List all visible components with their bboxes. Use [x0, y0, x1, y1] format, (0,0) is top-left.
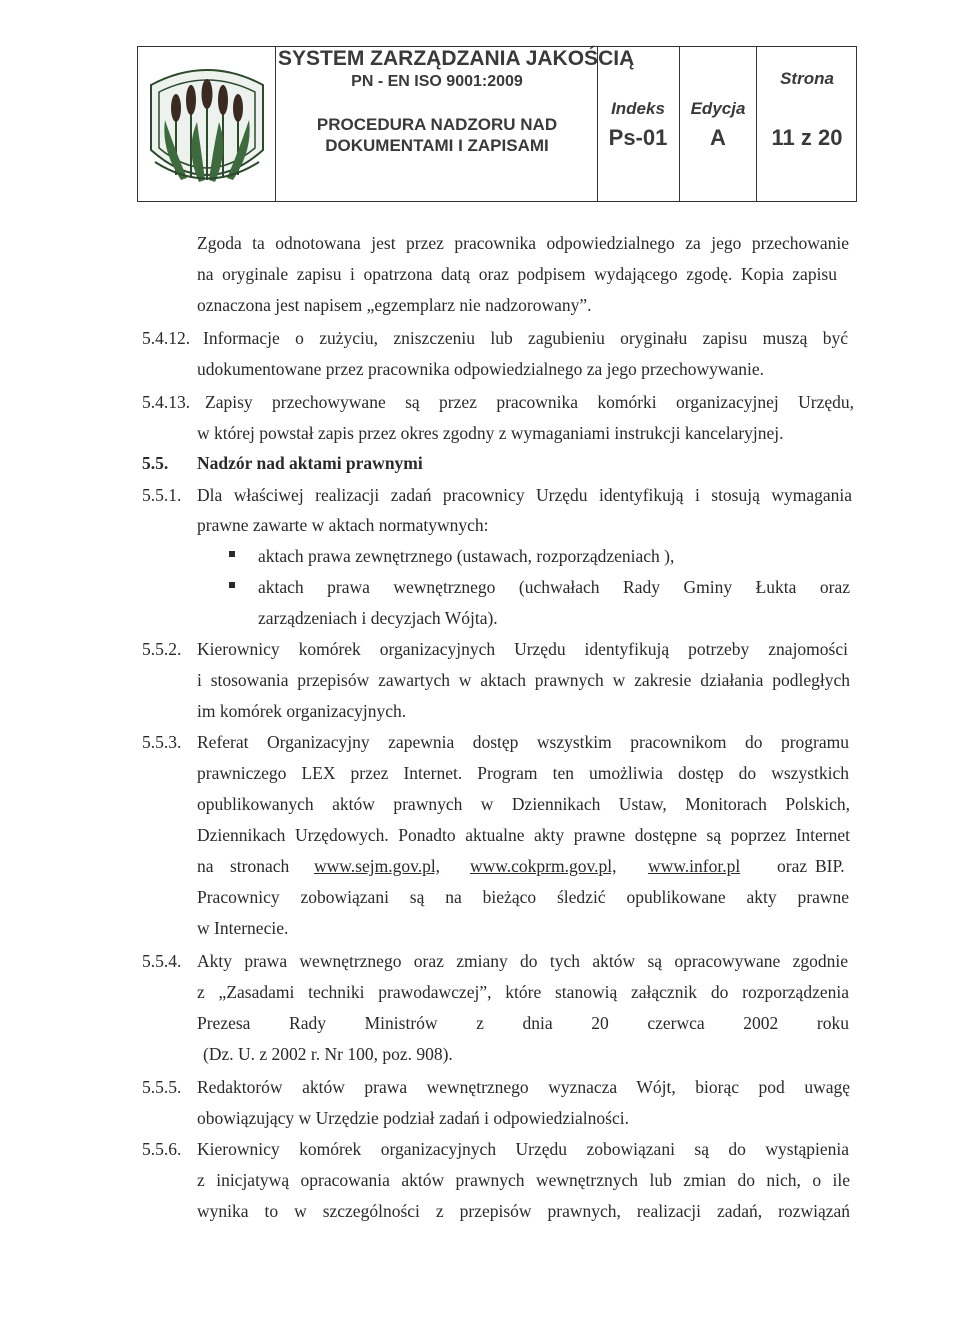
paragraph-word: oraz — [777, 856, 808, 876]
paragraph-line: Dziennikach Urzędowych. Ponadto aktualne akty prawne dostępne są poprzez Internet — [197, 825, 850, 845]
paragraph-line: Kierownicy komórek organizacyjnych Urzędu zobowiązani są do wystąpienia — [197, 1139, 849, 1159]
link-sejm[interactable]: www.sejm.gov.pl, — [314, 856, 441, 876]
section-number: 5.5.1. — [142, 485, 182, 505]
paragraph-line: opublikowanych aktów prawnych w Dziennikach Ustaw, Monitorach Polskich, — [197, 794, 850, 814]
paragraph-line: wynika to w szczególności z przepisów prawnych, realizacji zadań, rozwiązań — [197, 1201, 850, 1221]
paragraph-line: obowiązujący w Urzędzie podział zadań i odpowiedzialności. — [197, 1108, 629, 1128]
paragraph-line: z „Zasadami techniki prawodawczej”, które stanowią załącznik do rozporządzenia — [197, 982, 849, 1002]
paragraph-line: w Internecie. — [197, 918, 289, 938]
index-label: Indeks — [611, 99, 665, 118]
document-header — [137, 46, 857, 202]
paragraph-line: oznaczona jest napisem „egzemplarz nie nadzorowany”. — [197, 295, 592, 315]
paragraph-line: im komórek organizacyjnych. — [197, 701, 407, 721]
paragraph-line: prawniczego LEX przez Internet. Program ten umożliwia dostęp do wszystkich — [197, 763, 849, 783]
section-number: 5.5. — [142, 453, 169, 473]
link-cokprm[interactable]: www.cokprm.gov.pl, — [470, 856, 617, 876]
section-number: 5.4.12. — [142, 328, 191, 348]
link-infor[interactable]: www.infor.pl — [648, 856, 741, 876]
paragraph-line: i stosowania przepisów zawartych w aktach prawnych w zakresie działania podległych — [197, 670, 850, 690]
section-number: 5.5.4. — [142, 951, 182, 971]
index-value: Ps-01 — [608, 125, 668, 150]
list-item: aktach prawa zewnętrznego (ustawach, rozporządzeniach ), — [258, 546, 675, 566]
section-number: 5.5.5. — [142, 1077, 182, 1097]
paragraph-line: (Dz. U. z 2002 r. Nr 100, poz. 908). — [203, 1044, 453, 1064]
paragraph-word: BIP. — [815, 856, 845, 876]
iso-standard: PN - EN ISO 9001:2009 — [351, 73, 523, 90]
paragraph-word: stronach — [230, 856, 290, 876]
procedure-title-line2: DOKUMENTAMI I ZAPISAMI — [325, 136, 549, 155]
bullet-icon — [229, 551, 235, 557]
paragraph-line: w której powstał zapis przez okres zgodny z wymaganiami instrukcji kancelaryjnej. — [197, 423, 784, 443]
procedure-title-line1: PROCEDURA NADZORU NAD — [316, 115, 558, 134]
paragraph-line: Pracownicy zobowiązani są na bieżąco śledzić opublikowane akty prawne — [197, 887, 849, 907]
bullet-icon — [229, 582, 235, 588]
paragraph-line: udokumentowane przez pracownika odpowiedzialnego za jego przechowywanie. — [197, 359, 765, 379]
paragraph-line: Kierownicy komórek organizacyjnych Urzędu identyfikują potrzeby znajomości — [197, 639, 848, 659]
system-title: SYSTEM ZARZĄDZANIA JAKOŚCIĄ — [278, 47, 635, 70]
edition-value: A — [710, 125, 726, 150]
paragraph-line: Akty prawa wewnętrznego oraz zmiany do tych aktów są opracowywane zgodnie — [197, 951, 848, 971]
section-number: 5.5.6. — [142, 1139, 182, 1159]
paragraph-line: Zgoda ta odnotowana jest przez pracownika odpowiedzialnego za jego przechowanie — [197, 233, 849, 253]
paragraph-line: Dla właściwej realizacji zadań pracownicy Urzędu identyfikują i stosują wymagania — [197, 485, 852, 505]
section-number: 5.4.13. — [142, 392, 191, 412]
paragraph-line: na oryginale zapisu i opatrzona datą oraz podpisem wydającego zgodę. Kopia zapisu — [197, 264, 837, 284]
paragraph-line: z inicjatywą opracowania aktów prawnych wewnętrznych lub zmian do nich, o ile — [197, 1170, 850, 1190]
paragraph-line: Prezesa Rady Ministrów z dnia 20 czerwca 2002 roku — [197, 1013, 849, 1033]
paragraph-line: Zapisy przechowywane są przez pracownika komórki organizacyjnej Urzędu, — [205, 392, 854, 412]
list-item: zarządzeniach i decyzjach Wójta). — [258, 608, 498, 628]
paragraph-line: Redaktorów aktów prawa wewnętrznego wyznacza Wójt, biorąc pod uwagę — [197, 1077, 850, 1097]
paragraph-line: prawne zawarte w aktach normatywnych: — [197, 515, 489, 535]
section-number: 5.5.2. — [142, 639, 182, 659]
section-number: 5.5.3. — [142, 732, 182, 752]
page-label: Strona — [780, 69, 834, 88]
section-heading: Nadzór nad aktami prawnymi — [197, 453, 423, 473]
paragraph-word: na — [197, 856, 214, 876]
list-item: aktach prawa wewnętrznego (uchwałach Rady Gminy Łukta oraz — [258, 577, 850, 597]
edition-label: Edycja — [690, 99, 746, 118]
paragraph-line: Referat Organizacyjny zapewnia dostęp wszystkim pracownikom do programu — [197, 732, 849, 752]
page-number: 11 z 20 — [771, 125, 843, 150]
paragraph-line: Informacje o zużyciu, zniszczeniu lub zagubieniu oryginału zapisu muszą być — [203, 328, 848, 348]
logo-cattail-emblem — [141, 50, 273, 200]
